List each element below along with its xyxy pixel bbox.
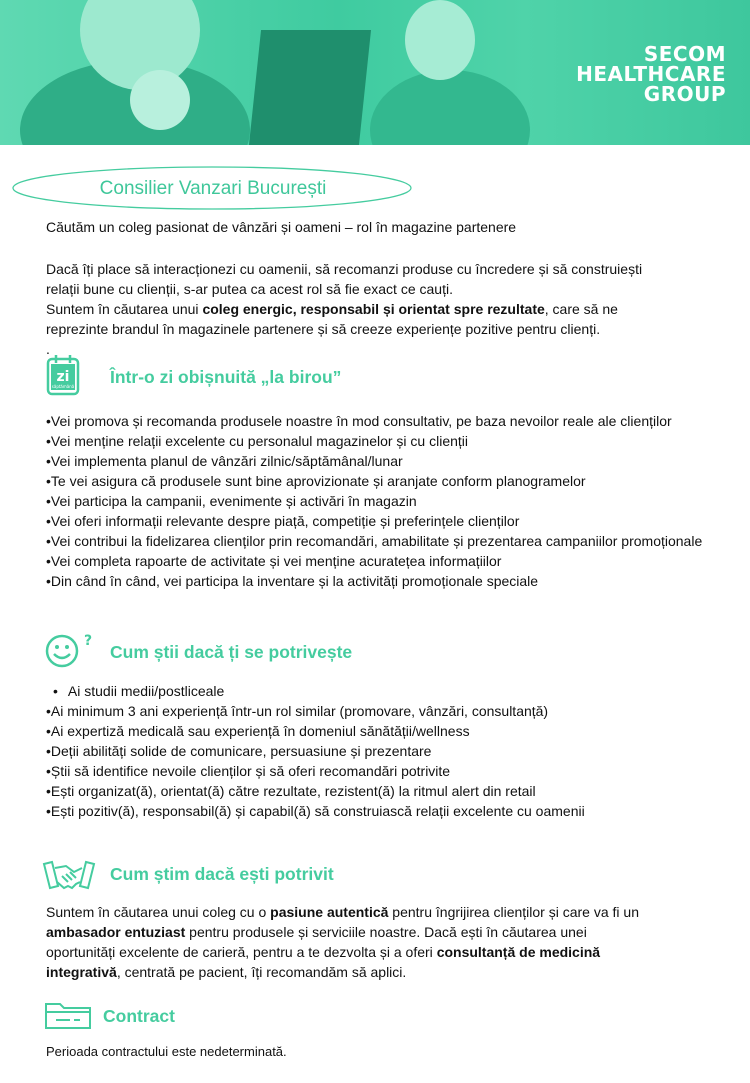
- brand-logo: SECOM HEALTHCARE GROUP: [576, 42, 726, 106]
- match-paragraph-line: ambasador entuziast pentru produsele și serviciile noastre. Dacă ești în căutarea unei: [46, 924, 587, 940]
- list-item: • Vei participa la campanii, evenimente și activări în magazin: [46, 491, 702, 511]
- list-item: • Vei oferi informații relevante despre piață, competiție și preferințele clienților: [46, 511, 702, 531]
- section-heading-fit: Cum știi dacă ți se potrivește: [110, 642, 353, 662]
- list-item: • Ai minimum 3 ani experiență într-un rol similar (promovare, vânzări, consultanță): [46, 701, 585, 721]
- job-title-block: [12, 166, 414, 212]
- list-item: • Ai expertiză medicală sau experiență în domeniul sănătății/wellness: [46, 721, 585, 741]
- calendar-icon-label: zi: [56, 369, 70, 385]
- svg-text:?: ?: [84, 633, 92, 649]
- section-heading-contract: Contract: [103, 1006, 175, 1026]
- list-item: • Deții abilități solide de comunicare, persuasiune și prezentare: [46, 741, 585, 761]
- calendar-icon: [46, 354, 80, 396]
- list-item: • Ești pozitiv(ă), responsabil(ă) și capabil(ă) să construiască relații excelente cu oamenii: [46, 801, 585, 821]
- intro-dot: .: [46, 341, 50, 357]
- intro-paragraph-line: reprezinte brandul în magazinele partenere și să creeze experiențe pozitive pentru clienți.: [46, 321, 601, 337]
- day-task-list: [46, 411, 702, 591]
- match-paragraph-line: Suntem în căutarea unui coleg cu o pasiune autentică pentru îngrijirea clienților și care va fi un: [46, 904, 639, 920]
- header-banner: [0, 0, 750, 145]
- banner-photo-laptop: [249, 30, 371, 145]
- intro-tagline: Căutăm un coleg pasionat de vânzări și oameni – rol în magazine partenere: [46, 219, 517, 235]
- list-item: • Ești organizat(ă), orientat(ă) către rezultate, rezistent(ă) la ritmul alert din retail: [46, 781, 585, 801]
- smiley-question-icon: [44, 631, 92, 669]
- section-heading-match: Cum știm dacă ești potrivit: [110, 864, 334, 884]
- intro-paragraph-line: Suntem în căutarea unui coleg energic, responsabil și orientat spre rezultate, care să ne: [46, 301, 618, 317]
- section-heading-day: Într-o zi obișnuită „la birou”: [110, 367, 342, 387]
- calendar-icon-sublabel: săptămână: [51, 384, 75, 389]
- list-item: • Vei contribui la fidelizarea clienților prin recomandări, amabilitate și prezentarea campaniilor promoționale: [46, 531, 702, 551]
- list-item: • Vei implementa planul de vânzări zilnic/săptămânal/lunar: [46, 451, 702, 471]
- list-item: • Ai studii medii/postliceale: [46, 681, 585, 701]
- requirements-list: [46, 681, 585, 821]
- intro-paragraph-line: Dacă îți place să interacționezi cu oamenii, să recomanzi produse cu încredere și să construiești: [46, 261, 643, 277]
- folder-icon: [44, 1000, 94, 1030]
- handshake-icon: [42, 858, 96, 892]
- list-item: • Vei completa rapoarte de activitate și vei menține acuratețea informațiilor: [46, 551, 702, 571]
- intro-paragraph-line: relații bune cu clienții, s-ar putea ca acest rol să fie exact ce cauți.: [46, 281, 453, 297]
- list-item: • Din când în când, vei participa la inventare și la activități promoționale speciale: [46, 571, 702, 591]
- banner-photo-person-right-head: [405, 0, 475, 80]
- banner-photo-person-left-hand: [130, 70, 190, 130]
- list-item: • Vei promova și recomanda produsele noastre în mod consultativ, pe baza nevoilor reale ale clienților: [46, 411, 702, 431]
- contract-text: Perioada contractului este nedeterminată.: [46, 1044, 287, 1059]
- job-title: Consilier Vanzari București: [99, 178, 327, 199]
- banner-photo-person-right: [370, 70, 530, 145]
- match-paragraph-line: oportunități excelente de carieră, pentru a te dezvolta și a oferi consultanță de medicină: [46, 944, 601, 960]
- list-item: • Vei menține relații excelente cu personalul magazinelor și cu clienții: [46, 431, 702, 451]
- match-paragraph-line: integrativă, centrată pe pacient, îți recomandăm să aplici.: [46, 964, 407, 980]
- list-item: • Știi să identifice nevoile clienților și să oferi recomandări potrivite: [46, 761, 585, 781]
- list-item: • Te vei asigura că produsele sunt bine aprovizionate și aranjate conform planogramelor: [46, 471, 702, 491]
